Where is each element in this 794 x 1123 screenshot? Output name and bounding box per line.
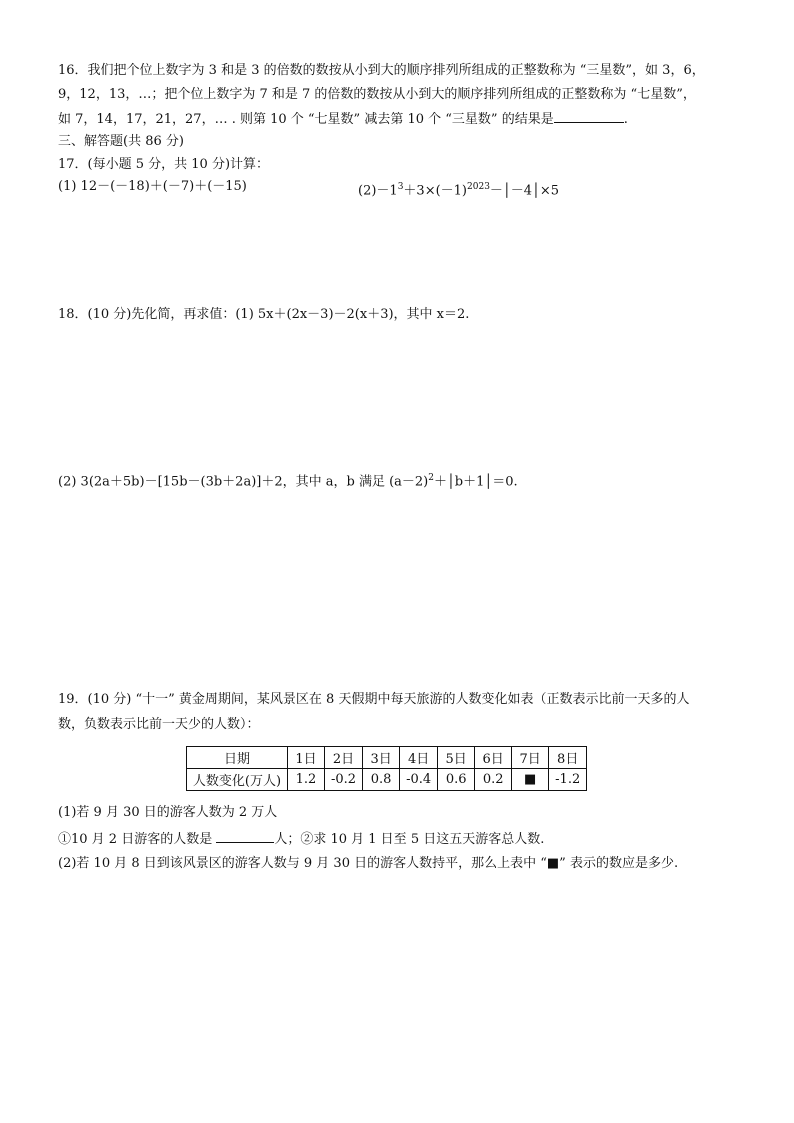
q16-line3 bbox=[58, 108, 628, 131]
table-row-values bbox=[187, 769, 587, 791]
table-row-dates bbox=[187, 747, 587, 769]
table-day-cell: 6日 bbox=[475, 747, 512, 769]
table-day-cell: 2日 bbox=[325, 747, 363, 769]
q19-answer-blank[interactable] bbox=[216, 828, 274, 843]
table-value-cell-unknown: ■ bbox=[512, 769, 549, 791]
q17-part1: (1) 12－(－18)＋(－7)＋(－15) bbox=[58, 179, 247, 194]
q17-part2-sup1: 3 bbox=[397, 182, 404, 192]
table-day-cell: 5日 bbox=[438, 747, 475, 769]
q19-sub1-q-b: 人；②求 10 月 1 日至 5 日这五天游客总人数. bbox=[274, 832, 545, 847]
q19-sub1-questions bbox=[58, 828, 544, 851]
table-value-cell: 0.6 bbox=[438, 769, 475, 791]
visitor-change-table bbox=[186, 746, 587, 791]
q19-line1: 19．(10 分) “十一” 黄金周期间，某风景区在 8 天假期中每天旅游的人数变化如表（正数表示比前一天多的人 bbox=[58, 692, 690, 707]
table-value-cell: -0.4 bbox=[400, 769, 438, 791]
table-value-cell: -1.2 bbox=[549, 769, 587, 791]
q19-sub1: (1)若 9 月 30 日的游客人数为 2 万人 bbox=[58, 805, 278, 820]
q16-line3-end: . bbox=[623, 112, 628, 127]
q19-sub1-q-a: ①10 月 2 日游客的人数是 bbox=[58, 832, 217, 847]
q16-answer-blank[interactable] bbox=[554, 108, 624, 123]
table-value-cell: 1.2 bbox=[288, 769, 325, 791]
table-day-cell: 3日 bbox=[363, 747, 400, 769]
section3-heading: 三、解答题(共 86 分) bbox=[58, 134, 184, 149]
q18-part2 bbox=[58, 467, 518, 493]
table-value-cell: 0.2 bbox=[475, 769, 512, 791]
table-value-cell: -0.2 bbox=[325, 769, 363, 791]
q16-line1: 16．我们把个位上数字为 3 和是 3 的倍数的数按从小到大的顺序排列所组成的正整数称为 “三星数”，如 3，6， bbox=[58, 63, 705, 78]
table-day-cell: 8日 bbox=[549, 747, 587, 769]
q19-line2: 数，负数表示比前一天少的人数）： bbox=[58, 717, 260, 732]
q16-line2: 9，12，13，…；把个位上数字为 7 和是 7 的倍数的数按从小到大的顺序排列所组成的正整数称为 “七星数”， bbox=[58, 87, 696, 102]
q17-part2-sup2: 2023 bbox=[467, 182, 490, 192]
table-day-cell: 7日 bbox=[512, 747, 549, 769]
q18-part2-b: ＋│b＋1│＝0. bbox=[433, 474, 518, 490]
q18-part2-a: (2) 3(2a＋5b)－[15b－(3b＋2a)]＋2，其中 a，b 满足 (a－2) bbox=[58, 474, 429, 490]
table-day-cell: 1日 bbox=[288, 747, 325, 769]
table-row-label: 人数变化(万人) bbox=[187, 769, 288, 791]
q17-part2 bbox=[358, 176, 559, 202]
q17-part2-b: ＋3×(－1) bbox=[403, 183, 468, 199]
q18-part2-sup: 2 bbox=[428, 473, 434, 483]
q17-title: 17．(每小题 5 分，共 10 分)计算： bbox=[58, 157, 270, 172]
q16-line3-text: 如 7，14，17，21，27，… . 则第 10 个 “七星数” 减去第 10 个 “三星数” 的结果是 bbox=[58, 112, 554, 127]
q17-part2-c: －│－4│×5 bbox=[489, 183, 560, 199]
q19-sub2: (2)若 10 月 8 日到该风景区的游客人数与 9 月 30 日的游客人数持平，那么上表中 “■” 表示的数应是多少. bbox=[58, 856, 679, 871]
table-header-label: 日期 bbox=[187, 747, 288, 769]
table-value-cell: 0.8 bbox=[363, 769, 400, 791]
q17-part2-a: (2)－1 bbox=[358, 183, 398, 199]
table-day-cell: 4日 bbox=[400, 747, 438, 769]
q18-part1: 18．(10 分)先化简，再求值：(1) 5x＋(2x－3)－2(x＋3)，其中 x＝2. bbox=[58, 307, 470, 322]
